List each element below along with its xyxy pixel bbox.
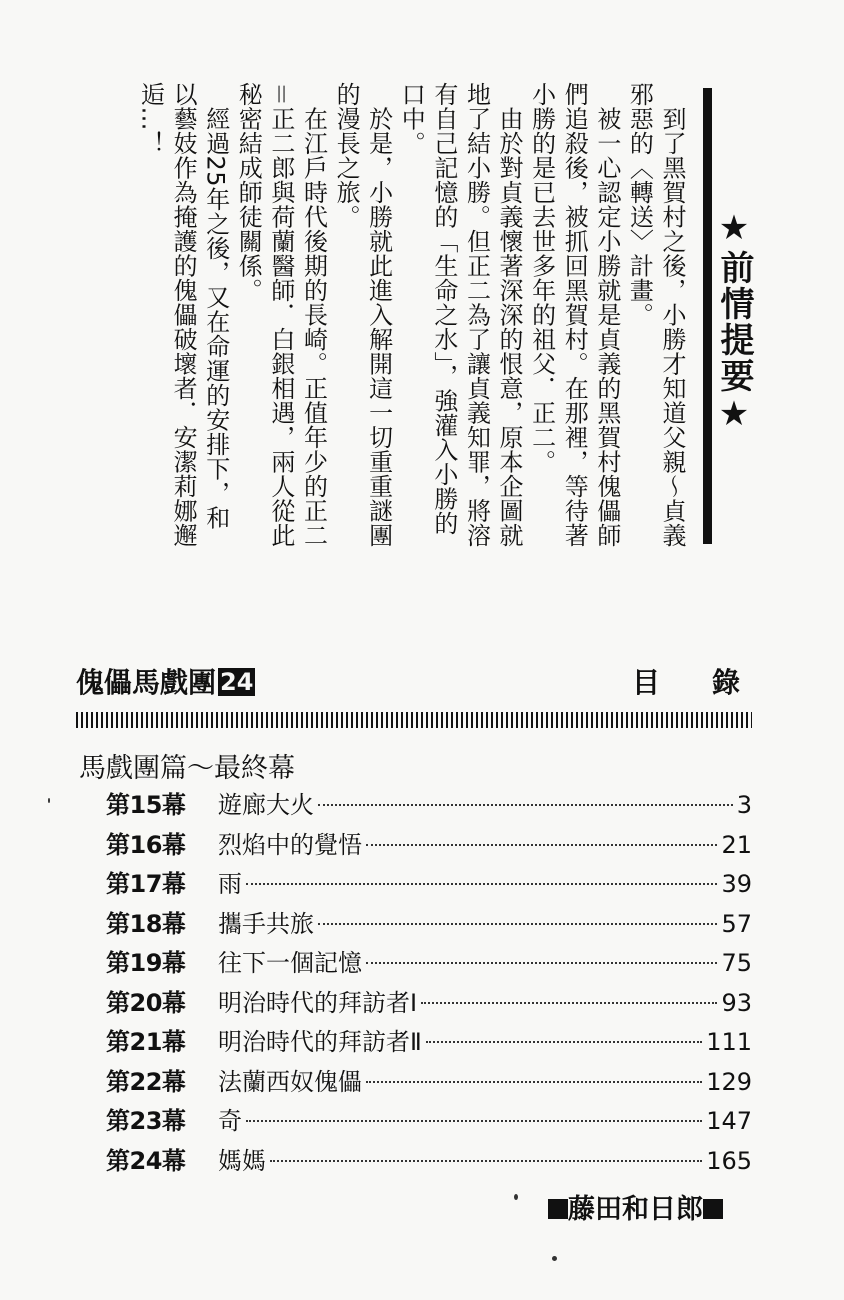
chapter-title: 奇 bbox=[218, 1107, 242, 1135]
scan-speck bbox=[552, 1256, 557, 1261]
summary-paragraph: 在江戶時代後期的長崎。正值年少的正二＝正二郎與荷蘭醫師．白銀相遇，兩人從此秘密結成師徒關係。 bbox=[234, 82, 328, 548]
chapter-page: 57 bbox=[721, 909, 752, 938]
summary-paragraph: 於是，小勝就此進入解開這一切重重謎團的漫長之旅。 bbox=[332, 82, 393, 548]
dot-leader bbox=[366, 1081, 702, 1083]
chapter-title: 明治時代的拜訪者Ⅰ bbox=[218, 988, 418, 1017]
chapter-page: 129 bbox=[706, 1067, 752, 1096]
chapter-page: 39 bbox=[721, 870, 752, 898]
chapter-title: 遊廊大火 bbox=[218, 791, 314, 819]
chapter-number: 第19幕 bbox=[106, 949, 186, 977]
chapter-row[interactable] bbox=[106, 905, 752, 945]
hatched-divider bbox=[76, 712, 752, 728]
chapter-number: 第24幕 bbox=[106, 1146, 186, 1175]
chapter-number: 第20幕 bbox=[106, 988, 186, 1017]
chapter-number: 第21幕 bbox=[106, 1028, 186, 1056]
chapter-row[interactable] bbox=[106, 1102, 752, 1142]
summary-paragraph: 由於對貞義懷著深深的恨意，原本企圖就地了結小勝。但正二為了讓貞義知罪，將溶有自己記憶的「生命之水」，強灌入小勝的口中。 bbox=[397, 82, 524, 548]
chapter-row[interactable] bbox=[106, 1142, 752, 1182]
chapter-page: 3 bbox=[736, 791, 752, 819]
chapter-title: 法蘭西奴傀儡 bbox=[218, 1067, 362, 1096]
dot-leader bbox=[421, 1002, 717, 1004]
dot-leader bbox=[270, 1160, 702, 1162]
chapter-title: 往下一個記憶 bbox=[218, 949, 362, 977]
chapter-row[interactable] bbox=[106, 1063, 752, 1103]
dot-leader bbox=[426, 1041, 702, 1043]
summary-rule bbox=[703, 88, 712, 544]
chapter-title: 烈焰中的覺悟 bbox=[218, 830, 362, 859]
summary-body bbox=[60, 82, 688, 552]
chapter-number: 第18幕 bbox=[106, 909, 186, 938]
summary-paragraph: 到了黑賀村之後，小勝才知道父親～貞義邪惡的〈轉送〉計畫。 bbox=[625, 82, 686, 548]
scan-speck bbox=[514, 1194, 518, 1200]
chapter-row[interactable] bbox=[106, 826, 752, 866]
dot-leader bbox=[318, 804, 733, 806]
chapter-number: 第22幕 bbox=[106, 1067, 186, 1096]
summary-heading: ★前情提要★ bbox=[714, 208, 754, 436]
scan-speck bbox=[48, 798, 50, 803]
volume-badge: 24 bbox=[220, 668, 254, 696]
chapter-row[interactable] bbox=[106, 865, 752, 905]
dot-leader bbox=[318, 923, 717, 925]
chapter-page: 111 bbox=[706, 1028, 752, 1056]
chapter-number: 第16幕 bbox=[106, 830, 186, 859]
chapter-page: 165 bbox=[706, 1146, 752, 1175]
dot-leader bbox=[366, 844, 717, 846]
dot-leader bbox=[246, 1120, 702, 1122]
chapter-page: 21 bbox=[721, 830, 752, 859]
chapter-title: 明治時代的拜訪者Ⅱ bbox=[218, 1028, 422, 1056]
chapter-row[interactable] bbox=[106, 984, 752, 1024]
chapter-row[interactable] bbox=[106, 786, 752, 826]
dot-leader bbox=[366, 962, 717, 964]
chapter-page: 75 bbox=[721, 949, 752, 977]
toc-label: 目錄 bbox=[632, 666, 793, 699]
summary-paragraph: 被一心認定小勝就是貞義的黑賀村傀儡師們追殺後，被抓回黑賀村。在那裡，等待著小勝的是已去世多年的祖父．正二。 bbox=[527, 82, 621, 548]
chapter-title: 攜手共旅 bbox=[218, 909, 314, 938]
arc-title: 馬戲團篇～最終幕 bbox=[79, 753, 295, 784]
chapter-number: 第23幕 bbox=[106, 1107, 186, 1135]
series-title-text: 傀儡馬戲團 bbox=[76, 666, 217, 699]
series-title bbox=[76, 665, 255, 701]
black-square-icon bbox=[548, 1199, 568, 1219]
chapter-page: 93 bbox=[721, 988, 752, 1017]
chapter-page: 147 bbox=[706, 1107, 752, 1135]
chapter-row[interactable] bbox=[106, 944, 752, 984]
chapter-number: 第15幕 bbox=[106, 791, 186, 819]
chapter-title: 媽媽 bbox=[218, 1146, 266, 1175]
chapter-title: 雨 bbox=[218, 870, 242, 898]
summary-paragraph: 經過25年之後，又在命運的安排下，和以藝妓作為掩護的傀儡破壞者．安潔莉娜邂逅…！ bbox=[136, 82, 230, 548]
dot-leader bbox=[246, 883, 717, 885]
chapter-list bbox=[106, 786, 752, 1181]
chapter-row[interactable] bbox=[106, 1023, 752, 1063]
author-name: 藤田和日郎 bbox=[568, 1194, 703, 1225]
chapter-number: 第17幕 bbox=[106, 870, 186, 898]
author-credit bbox=[548, 1192, 723, 1228]
black-square-icon bbox=[703, 1199, 723, 1219]
